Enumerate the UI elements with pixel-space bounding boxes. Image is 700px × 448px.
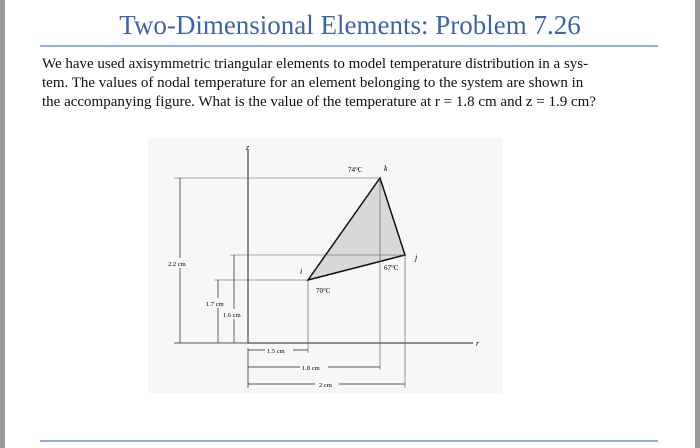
problem-line-1: We have used axisymmetric triangular elements to model temperature distribution in a sys- [42, 56, 589, 72]
r-i-dimension-label: 1.5 cm [267, 348, 285, 355]
problem-statement [42, 55, 662, 112]
z-j-dimension-label: 1.6 cm [223, 312, 241, 319]
r-axis-label: r [476, 339, 480, 348]
z-k-dimension-label: 2.2 cm [168, 261, 186, 268]
problem-figure [148, 138, 503, 393]
node-k-label: k [384, 164, 388, 173]
r-k-dimension-label: 1.8 cm [302, 365, 320, 372]
slide-title: Two-Dimensional Elements: Problem 7.26 [119, 10, 581, 40]
node-i-temperature: 70°C [316, 287, 331, 295]
bottom-divider [40, 440, 658, 442]
node-i-label: i [300, 267, 303, 276]
left-edge [0, 0, 5, 448]
z-i-dimension-label: 1.7 cm [206, 301, 224, 308]
z-axis-label: z [246, 143, 250, 152]
triangle-element-diagram [148, 138, 503, 393]
r-j-dimension-label: 2 cm [319, 382, 332, 389]
problem-line-3: the accompanying figure. What is the value of the temperature at r = 1.8 cm and z = 1.9 cm? [42, 94, 596, 110]
node-j-temperature: 67°C [384, 264, 399, 272]
node-j-label: j [415, 253, 418, 262]
problem-line-2: tem. The values of nodal temperature for an element belonging to the system are shown in [42, 75, 584, 91]
title-divider [40, 45, 658, 47]
right-edge [695, 0, 700, 448]
node-k-temperature: 74°C [348, 166, 363, 174]
